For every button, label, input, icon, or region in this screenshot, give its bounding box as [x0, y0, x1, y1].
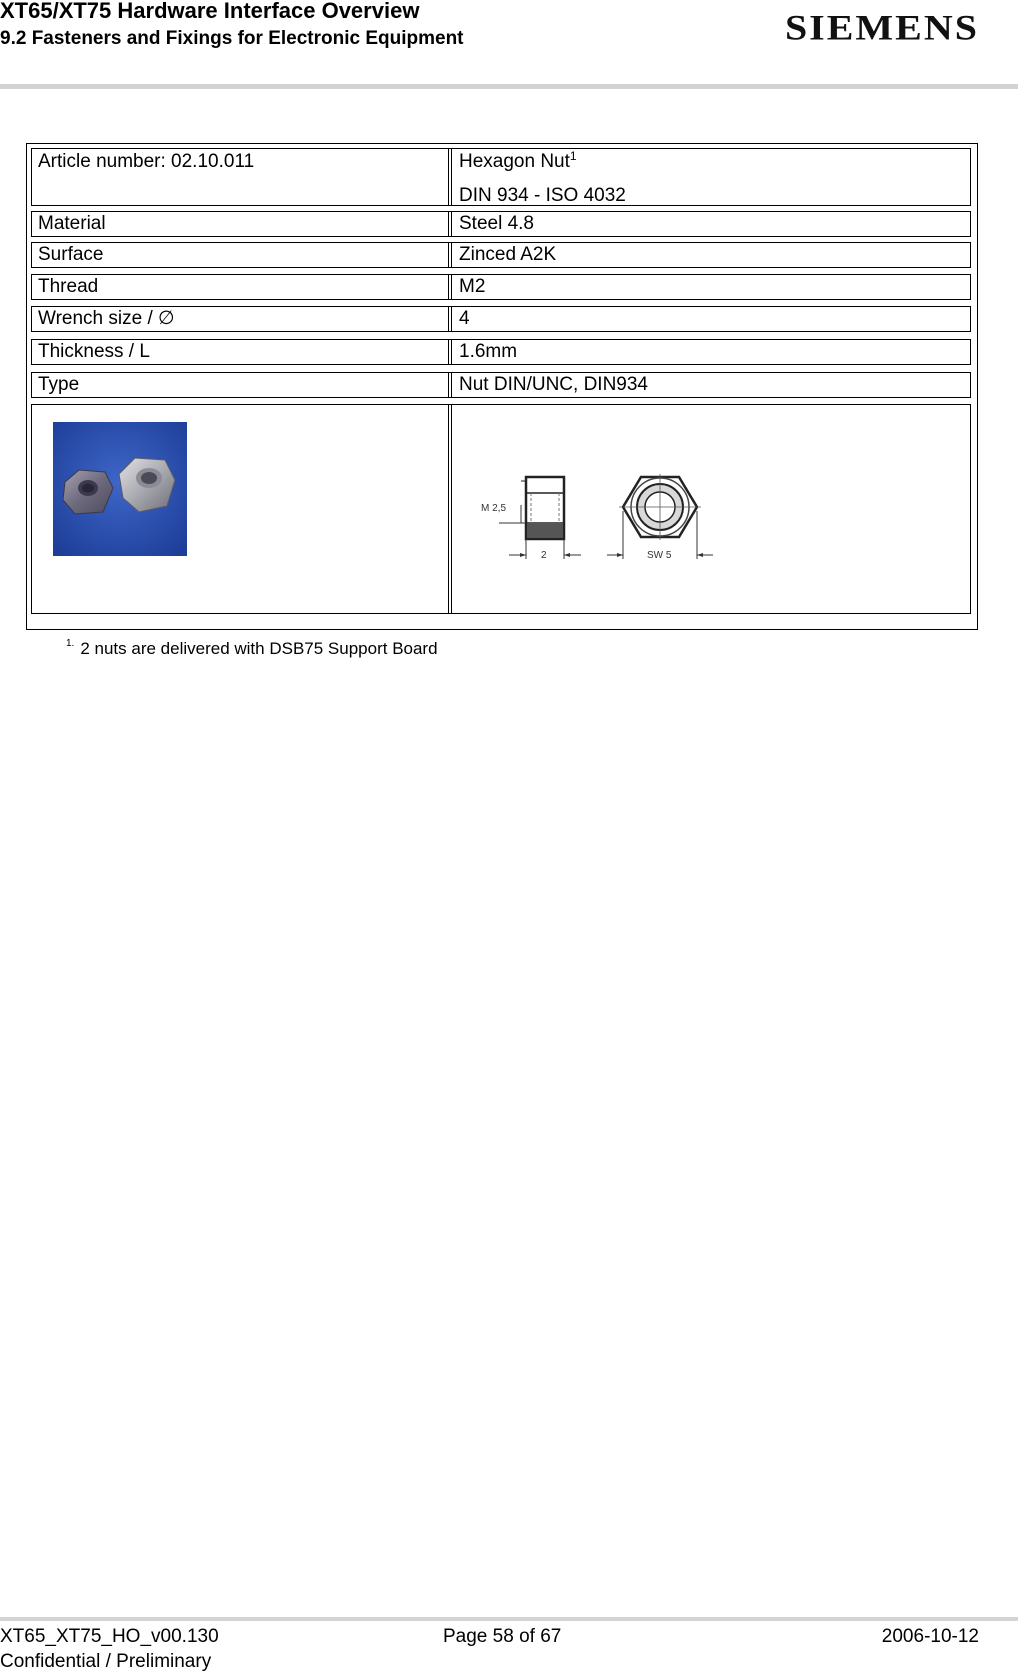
footer-confidentiality: Confidential / Preliminary [0, 1651, 212, 1672]
spec-value: Nut DIN/UNC, DIN934 [459, 374, 648, 395]
spec-value: Zinced A2K [459, 244, 557, 265]
article-row [31, 148, 971, 206]
spec-value: Steel 4.8 [459, 213, 534, 234]
spec-value: 1.6mm [459, 341, 518, 362]
footnote-text: 2 nuts are delivered with DSB75 Support Board [80, 639, 438, 658]
footnote-ref: 1 [569, 149, 577, 163]
thickness-dimension-label: 2 [541, 550, 547, 561]
document-title: XT65/XT75 Hardware Interface Overview [0, 0, 420, 23]
spec-label: Thickness / L [38, 341, 150, 362]
spec-label: Thread [38, 276, 99, 297]
spec-row [31, 274, 971, 300]
spec-row [31, 211, 971, 237]
spec-value: M2 [459, 276, 486, 297]
spec-row [31, 306, 971, 332]
footer-divider [0, 1617, 1018, 1621]
footnote [66, 634, 438, 659]
thread-dimension-label: M 2,5 [481, 503, 507, 514]
spec-label: Surface [38, 244, 104, 265]
spec-label: Material [38, 213, 106, 234]
spec-row [31, 242, 971, 268]
footnote-marker: 1. [66, 638, 75, 649]
siemens-logo: SIEMENS [784, 7, 979, 48]
footer-doc-id: XT65_XT75_HO_v00.130 [0, 1626, 219, 1647]
spec-row [31, 372, 971, 398]
article-name: Hexagon Nut$^1$ [459, 149, 577, 172]
section-heading: 9.2 Fasteners and Fixings for Electronic Equipment [0, 28, 464, 49]
spec-row [31, 339, 971, 365]
spec-label: Wrench size / ∅ [38, 308, 175, 329]
article-standard: DIN 934 - ISO 4032 [459, 185, 626, 206]
hexagon-nut-photo [53, 422, 187, 556]
image-row [31, 404, 971, 614]
footer-date: 2006-10-12 [881, 1626, 979, 1647]
fastener-spec-table [26, 143, 978, 630]
footer-page-number: Page 58 of 67 [443, 1626, 562, 1647]
wrench-size-label: SW 5 [647, 550, 672, 561]
article-number-label: Article number: 02.10.011 [38, 151, 255, 172]
spec-label: Type [38, 374, 80, 395]
header-divider [0, 84, 1018, 89]
hexagon-nut-technical-drawing [479, 419, 729, 599]
spec-value: 4 [459, 308, 470, 329]
